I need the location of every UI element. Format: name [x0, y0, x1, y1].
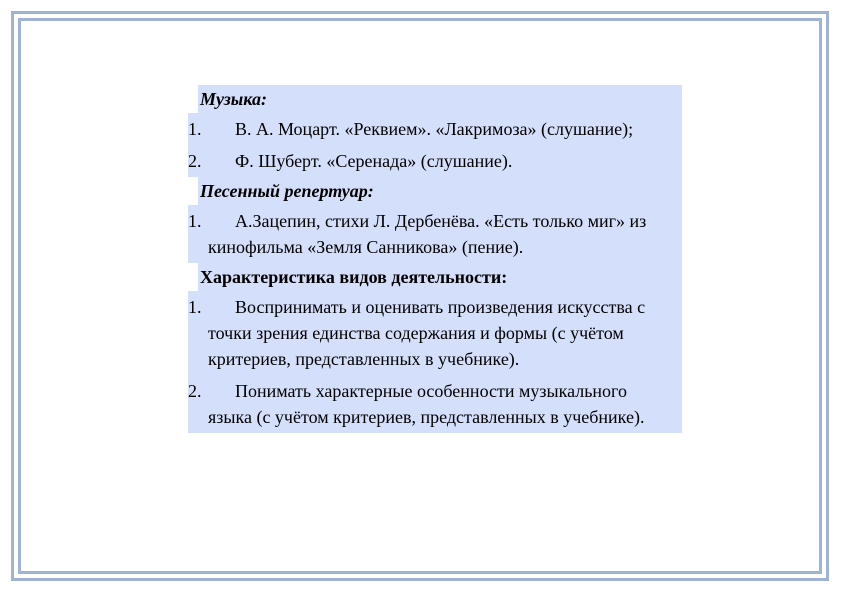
list-item [188, 205, 682, 263]
list-item-text: Понимать характерные особенности музыкального языка (с учётом критериев, представленных в учебнике). [208, 381, 645, 427]
list-item [188, 375, 682, 433]
slide-content [188, 85, 682, 433]
section-heading-song-repertoire: Песенный репертуар: [198, 177, 682, 205]
list-item-number: 2. [188, 151, 202, 171]
section-heading-music: Музыка: [198, 85, 682, 113]
list-item [188, 145, 682, 177]
list-item-number: 1. [188, 119, 202, 139]
list-item-number: 1. [188, 297, 202, 317]
list-item-text: В. А. Моцарт. «Реквием». «Лакримоза» (слушание); [235, 119, 634, 139]
list-item [188, 113, 682, 145]
list-item-number: 1. [188, 211, 202, 231]
section-heading-activities: Характеристика видов деятельности: [198, 263, 682, 291]
list-item-number: 2. [188, 381, 202, 401]
list-item-text: Ф. Шуберт. «Серенада» (слушание). [235, 151, 513, 171]
list-item-text: Воспринимать и оценивать произведения искусства с точки зрения единства содержания и формы (с учётом критериев, представленных в учебнике). [208, 297, 646, 369]
list-item-text: А.Зацепин, стихи Л. Дербенёва. «Есть только миг» из кинофильма «Земля Санникова» (пение). [208, 211, 647, 257]
list-item [188, 291, 682, 375]
